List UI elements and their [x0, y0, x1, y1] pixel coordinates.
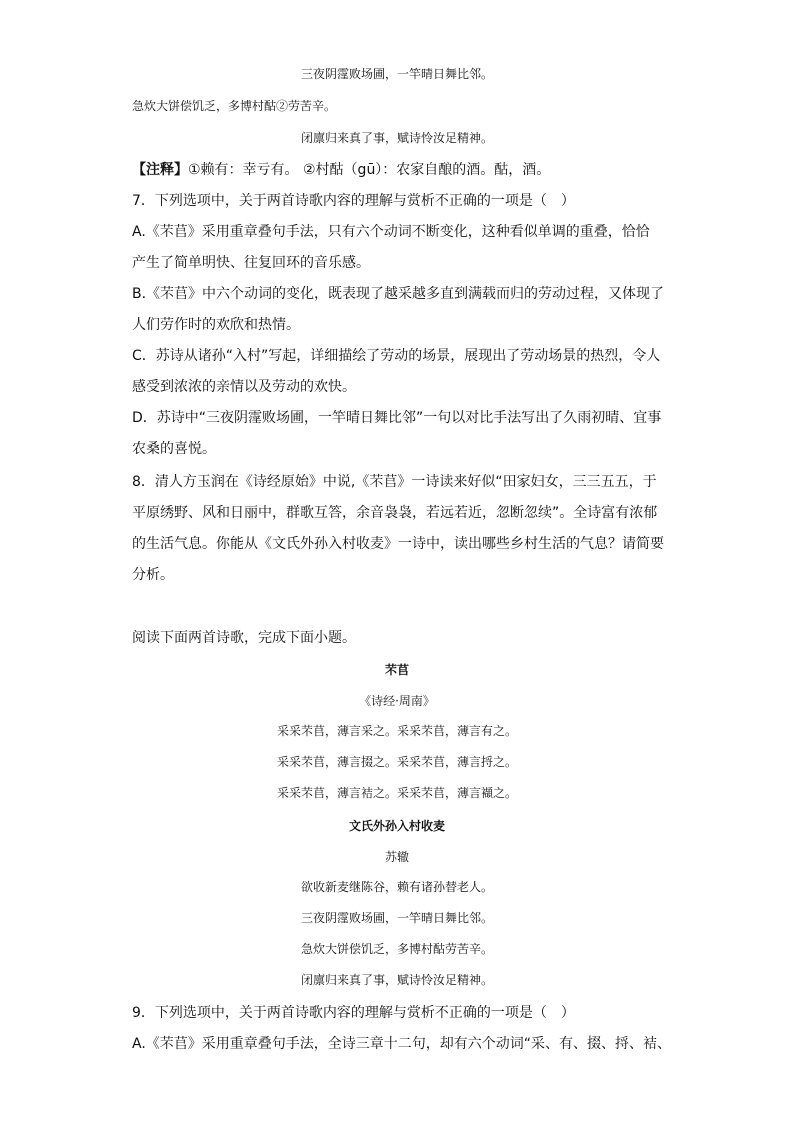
poem-line: 闭廪归来真了事，赋诗怜汝足精神。 [300, 131, 493, 145]
annotation-label: 【注释】 [132, 162, 188, 178]
question-8-cont: 的生活气息。你能从《文氏外孙入村收麦》一诗中，读出哪些乡村生活的气息？请简要 [132, 536, 664, 552]
poem-line: 三夜阴霪败场圃，一竿晴日舞比邻。 [300, 911, 493, 925]
poem-line: 急炊大饼偿饥乏，多博村酤②劳苦辛。 [132, 99, 337, 113]
poem-line: 采采芣苢，薄言袺之。采采芣苢，薄言襭之。 [276, 786, 517, 800]
question-8-cont: 分析。 [132, 567, 174, 583]
option-d: D．苏诗中“三夜阴霪败场圃，一竿晴日舞比邻”一句以对比手法写出了久雨初晴、宜事 [132, 410, 662, 426]
question-8-cont: 平原绣野、风和日丽中，群歌互答，余音袅袅，若远若近，忽断忽续”。全诗富有浓郁 [132, 505, 658, 521]
reading-instruction: 阅读下面两首诗歌，完成下面小题。 [132, 630, 356, 646]
option-c: C．苏诗从诸孙“入村”写起，详细描绘了劳动的场景，展现出了劳动场景的热烈，令人 [132, 348, 661, 364]
poem-line: 欲收新麦继陈谷，赖有诸孙替老人。 [300, 880, 493, 894]
option-a-cont: 产生了简单明快、往复回环的音乐感。 [132, 255, 370, 271]
option-c-cont: 感受到浓浓的亲情以及劳动的欢快。 [132, 379, 356, 395]
poem-line: 急炊大饼偿饥乏，多博村酤劳苦辛。 [300, 942, 493, 956]
option-a: A.《芣苢》采用重章叠句手法，全诗三章十二句，却有六个动词“采、有、掇、捋、袺、 [132, 1036, 672, 1052]
poem-title: 文氏外孙入村收麦 [348, 819, 445, 833]
poem-line: 三夜阴霪败场圃，一竿晴日舞比邻。 [300, 67, 493, 81]
question-7-stem: 7．下列选项中，关于两首诗歌内容的理解与赏析不正确的一项是（ ） [132, 193, 575, 209]
annotation [132, 160, 550, 180]
poem-line: 闭廪归来真了事，赋诗怜汝足精神。 [300, 973, 493, 987]
option-b-cont: 人们劳作时的欢欣和热情。 [132, 317, 300, 333]
poem-line: 采采芣苢，薄言采之。采采芣苢，薄言有之。 [276, 724, 517, 738]
option-d-cont: 农桑的喜悦。 [132, 441, 216, 457]
option-b: B.《芣苢》中六个动词的变化，既表现了越采越多直到满载而归的劳动过程，又体现了 [132, 286, 665, 302]
poem-line: 采采芣苢，薄言掇之。采采芣苢，薄言捋之。 [276, 755, 517, 769]
question-9-stem: 9．下列选项中，关于两首诗歌内容的理解与赏析不正确的一项是（ ） [132, 1005, 575, 1021]
option-a: A.《芣苢》采用重章叠句手法，只有六个动词不断变化，这种看似单调的重叠，恰恰 [132, 224, 650, 240]
poem-source: 《诗经·周南》 [359, 694, 435, 708]
question-8: 8．清人方玉润在《诗经原始》中说,《芣苢》一诗读来好似“田家妇女，三三五五，于 [132, 474, 657, 490]
poem-title: 芣苢 [384, 663, 409, 677]
poem-author: 苏辙 [384, 850, 409, 864]
annotation-text: ①赖有：幸亏有。 ②村酤（gū）：农家自酿的酒。酤，酒。 [188, 162, 551, 178]
